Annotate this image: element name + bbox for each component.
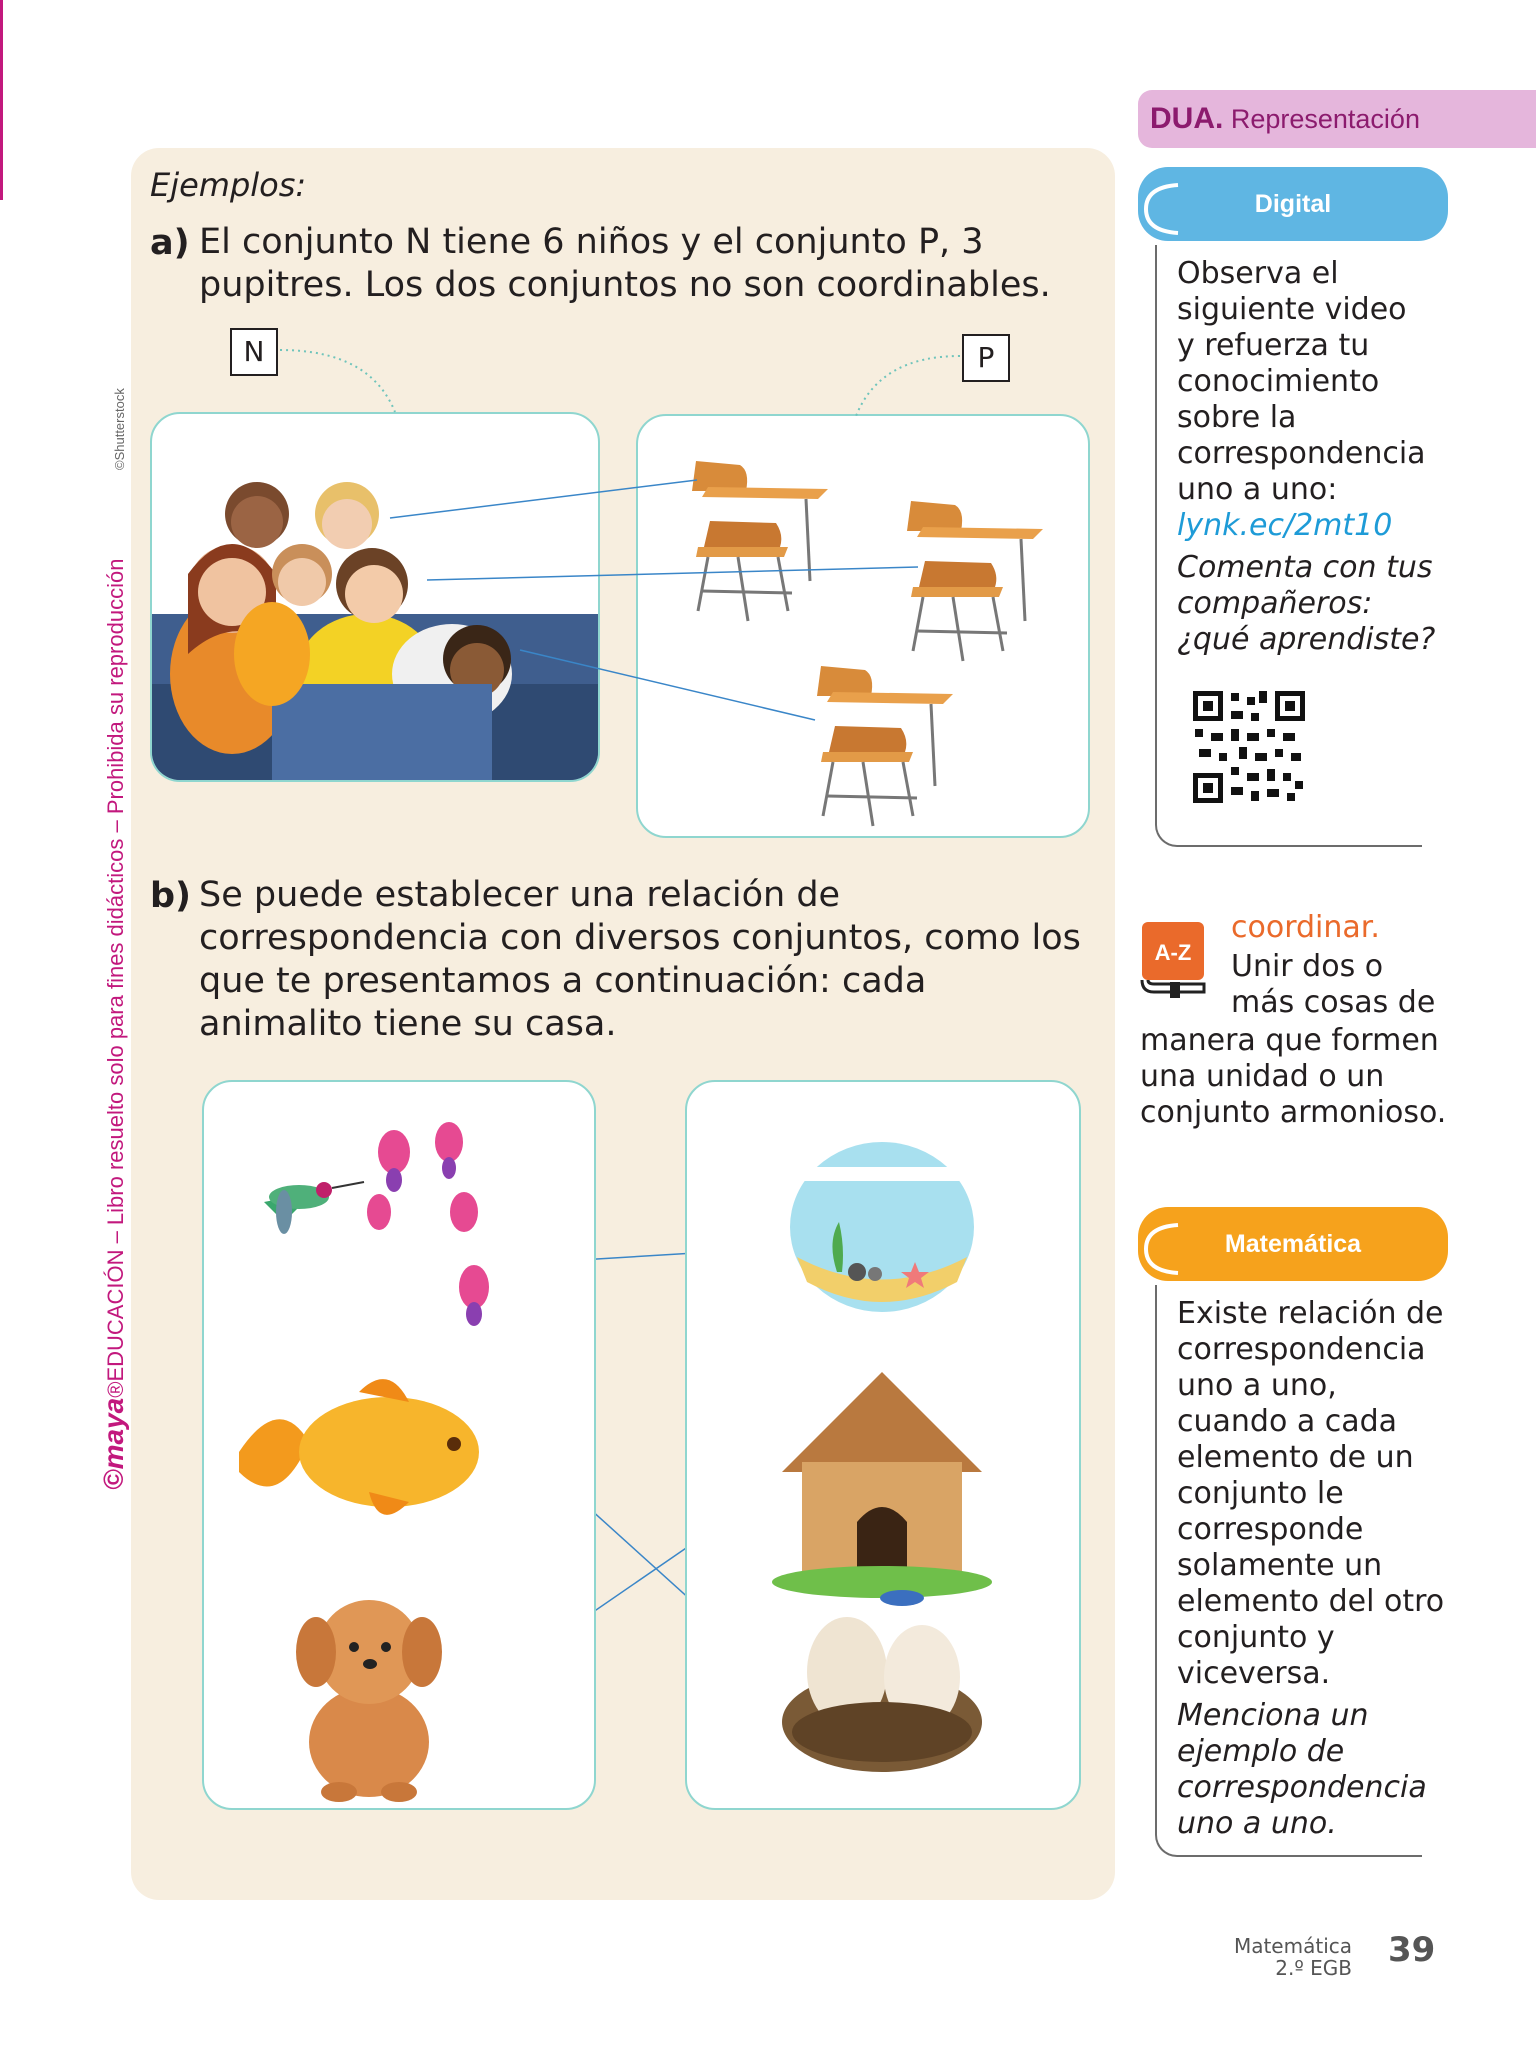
math-question-line: uno a uno. (1177, 1806, 1337, 1841)
math-question-line: correspondencia (1177, 1770, 1427, 1805)
math-tab-label: Matemática (1224, 1230, 1362, 1258)
glossary-line: manera que formen (1140, 1023, 1439, 1058)
dua-bold: DUA. (1150, 102, 1224, 135)
math-text (1177, 1296, 1444, 1842)
item-b-letter: b) (150, 876, 192, 916)
match-line (520, 650, 815, 720)
bird-nest (782, 1617, 982, 1772)
digital-question-line: ¿qué aprendiste? (1177, 622, 1436, 657)
doghouse (772, 1372, 992, 1606)
digital-line: conocimiento (1177, 364, 1380, 399)
math-line: elemento del otro (1177, 1584, 1445, 1619)
item-a-letter: a) (150, 223, 190, 263)
footer-subject: Matemática (1233, 1934, 1352, 1958)
set-label-p: P (962, 334, 1010, 382)
glossary-line: una unidad o un (1140, 1059, 1385, 1094)
set-p-pointer (856, 356, 960, 416)
digital-question (1177, 550, 1435, 658)
animals-illustration (204, 1082, 594, 1808)
math-question-line: ejemplo de (1177, 1734, 1345, 1769)
digital-text (1177, 256, 1435, 658)
item-b-line: animalito tiene su casa. (199, 1004, 617, 1044)
math-line: elemento de un (1177, 1440, 1414, 1475)
set-n-pointer (280, 350, 395, 412)
examples-heading: Ejemplos: (150, 166, 307, 204)
math-line: solamente un (1177, 1548, 1383, 1583)
math-line: uno a uno, (1177, 1368, 1337, 1403)
footer-subject-block (1180, 1935, 1352, 1979)
puppy (296, 1600, 442, 1802)
glossary-line: Unir dos o (1231, 949, 1384, 984)
match-line (427, 567, 918, 580)
digital-tab-label: Digital (1254, 190, 1332, 218)
digital-question-line: compañeros: (1177, 586, 1373, 621)
math-question (1177, 1698, 1444, 1842)
digital-line: Observa el (1177, 256, 1339, 291)
digital-line: y refuerza tu (1177, 328, 1370, 363)
glossary-def-bottom (1140, 1023, 1446, 1131)
math-line: corresponde (1177, 1512, 1364, 1547)
qr-code-icon[interactable] (1191, 689, 1307, 805)
set-label-n: N (230, 328, 278, 376)
item-b-line: Se puede establecer una relación de (199, 875, 841, 915)
digital-line: siguiente video (1177, 292, 1407, 327)
homes-set-box (685, 1080, 1081, 1810)
math-line: viceversa. (1177, 1656, 1331, 1691)
photo-credit: ©Shutterstock (112, 388, 127, 470)
video-link[interactable]: lynk.ec/2mt10 (1177, 508, 1393, 543)
math-line: Existe relación de (1177, 1296, 1444, 1331)
math-line: correspondencia (1177, 1332, 1426, 1367)
animals-set-box (202, 1080, 596, 1810)
digital-line: uno a uno: (1177, 472, 1338, 507)
fishbowl (790, 1142, 974, 1312)
glossary-book-icon (1140, 920, 1208, 1000)
digital-line: correspondencia (1177, 436, 1426, 471)
page-number: 39 (1388, 1930, 1436, 1970)
math-line: cuando a cada (1177, 1404, 1398, 1439)
copyright-text: ®EDUCACIÓN – Libro resuelto solo para fines didácticos – Prohibida su reproducción (103, 558, 128, 1398)
footer-grade: 2.º EGB (1275, 1956, 1352, 1980)
hummingbird-flowers (264, 1122, 489, 1326)
item-a-line: El conjunto N tiene 6 niños y el conjunto P, 3 (199, 222, 984, 262)
glossary-line: conjunto armonioso. (1140, 1095, 1447, 1130)
hook-icon (1138, 177, 1190, 257)
copyright-brand: ©maya (98, 1397, 129, 1490)
match-line (390, 480, 697, 518)
glossary-term: coordinar. (1231, 910, 1380, 945)
hook-icon (1138, 1217, 1190, 1297)
dua-title (1150, 102, 1420, 136)
glossary-icon-label: A-Z (1154, 940, 1192, 965)
math-line: conjunto le (1177, 1476, 1344, 1511)
math-question-line: Menciona un (1177, 1698, 1369, 1733)
item-b-line: correspondencia con diversos conjuntos, como los (199, 918, 1081, 958)
dua-rest: Representación (1223, 104, 1420, 134)
item-b-line: que te presentamos a continuación: cada (199, 961, 927, 1001)
item-b-text (199, 874, 1081, 1046)
math-line: conjunto y (1177, 1620, 1335, 1655)
goldfish (239, 1379, 479, 1515)
homes-illustration (687, 1082, 1079, 1808)
item-a-line: pupitres. Los dos conjuntos no son coordinables. (199, 265, 1051, 305)
digital-question-line: Comenta con tus (1177, 550, 1433, 585)
digital-line: sobre la (1177, 400, 1297, 435)
glossary-def-top (1231, 949, 1435, 1021)
glossary-line: más cosas de (1231, 985, 1436, 1020)
